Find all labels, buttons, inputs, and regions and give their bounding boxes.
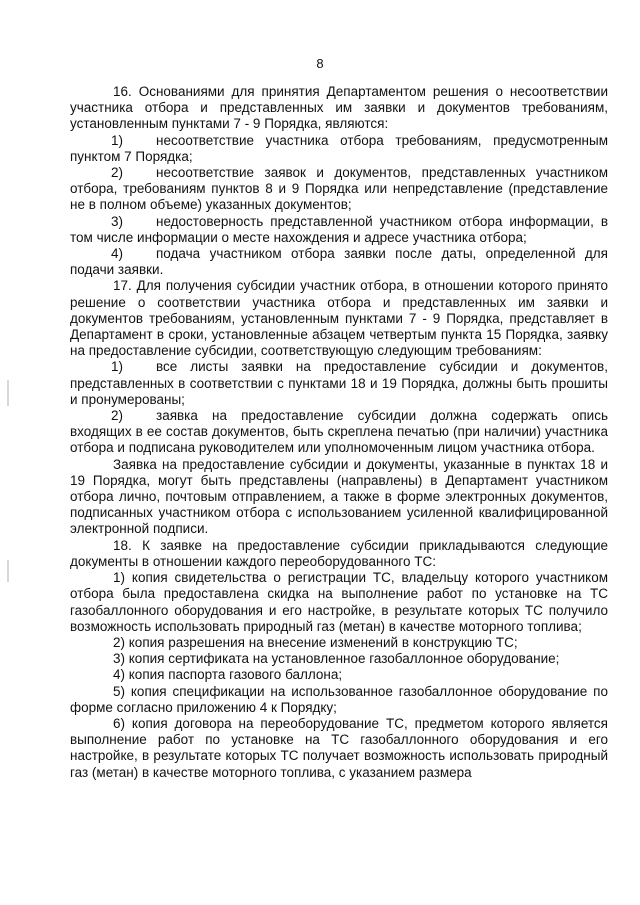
list-item: 3) копия сертификата на установленное газобаллонное оборудование;	[113, 651, 560, 667]
list-item-number: 1)	[111, 359, 124, 375]
paragraph-submission: Заявка на предоставление субсидии и документы, указанные в пунктах 18 и 19 Порядка, могут быть представлены (направлены) в Департамент участником отбора лично, почтовым отправлением, а также в форме электронных документов, подписанных участником отбора с использованием усиленной квалифицированной электронной подписи.	[70, 456, 608, 537]
list-item	[70, 214, 608, 246]
list-item-text: несоответствие участника отбора требованиям, предусмотренным пунктом 7 Порядка;	[70, 132, 608, 164]
list-item	[70, 359, 608, 408]
list-item-number: 3)	[111, 213, 124, 229]
paragraph-16: 16. Основаниями для принятия Департаментом решения о несоответствии участника отбора и представленных им заявки и документов требованиям, установленным пунктами 7 - 9 Порядка, являются:	[70, 84, 608, 132]
list-item-number: 2)	[111, 165, 124, 181]
list-item	[70, 133, 608, 165]
list-item-text: все листы заявки на предоставление субсидии и документов, представленных в соответствии с пунктами 18 и 19 Порядка, должны быть прошиты и пронумерованы;	[70, 359, 608, 407]
list-item-text: заявка на предоставление субсидии должна содержать опись входящих в ее состав документов, быть скреплена печатью (при наличии) участника отбора и подписана руководителем или уполномоченным лицом участника отбора.	[70, 408, 608, 456]
list-item	[70, 246, 608, 278]
list-item: 6) копия договора на переоборудование ТС, предметом которого является выполнение работ по установке на ТС газобаллонного оборудования и его настройке, в результате которых ТС получает возможность использовать природный газ (метан) в качестве моторного топлива, с указанием размера	[70, 715, 608, 780]
list-item-number: 4)	[111, 246, 124, 262]
scan-margin-mark	[7, 560, 9, 582]
list-item-text: подача участником отбора заявки после даты, определенной для подачи заявки.	[70, 246, 608, 278]
list-item-text: недостоверность представленной участником отбора информации, в том числе информации о месте нахождения и адресе участника отбора;	[70, 213, 608, 245]
paragraph-17: 17. Для получения субсидии участник отбора, в отношении которого принято решение о соответствии участника отбора и представленных им заявки и документов требованиям, установленным пунктами 7 - 9 Порядка, представляет в Департамент в сроки, установленные абзацем четвертым пункта 15 Порядка, заявку на предоставление субсидии, соответствующую следующим требованиям:	[70, 278, 608, 359]
list-item-number: 2)	[111, 408, 124, 424]
scan-margin-mark	[7, 380, 9, 406]
paragraph-18: 18. К заявке на предоставление субсидии прикладываются следующие документы в отношении каждого переоборудованного ТС:	[70, 537, 608, 569]
list-item-number: 1)	[111, 132, 124, 148]
list-item: 5) копия спецификации на использованное газобаллонное оборудование по форме согласно приложению 4 к Порядку;	[70, 683, 608, 715]
document-body	[70, 84, 608, 781]
page-number: 8	[316, 56, 324, 71]
list-item: 4) копия паспорта газового баллона;	[113, 667, 343, 683]
list-item	[70, 165, 608, 214]
list-item-text: несоответствие заявок и документов, представленных участником отбора, требованиям пунктов 8 и 9 Порядка или непредставление (представление не в полном объеме) указанных документов;	[70, 165, 608, 213]
list-item: 2) копия разрешения на внесение изменений в конструкцию ТС;	[113, 634, 518, 650]
list-item	[70, 408, 608, 457]
list-item: 1) копия свидетельства о регистрации ТС, владельцу которого участником отбора была предоставлена скидка на выполнение работ по установке на ТС газобаллонного оборудования и его настройке, в результате которых ТС получило возможность использовать природный газ (метан) в качестве моторного топлива;	[70, 570, 608, 634]
